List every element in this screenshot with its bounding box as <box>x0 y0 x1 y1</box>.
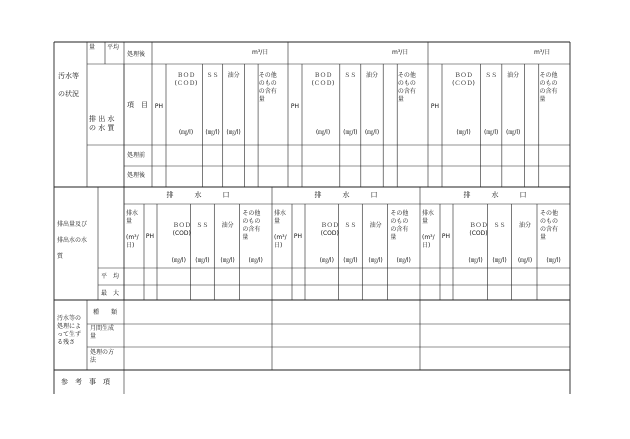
outlet-header-3: 排 水 口 <box>463 191 527 199</box>
mid-ss-header-2: ＳＳ <box>344 222 357 229</box>
mid-mg-b-3: (㎎/l) <box>492 257 507 264</box>
volume-label: 量 <box>89 44 96 51</box>
after-treatment-volume-label: 処理後 <box>127 51 146 58</box>
mid-oil-header-1: 油分 <box>221 222 234 229</box>
mid-ss-header-1: ＳＳ <box>196 222 209 229</box>
outlet-header-1: 排 水 口 <box>166 191 230 199</box>
mid-mg-a-2: (㎎/l) <box>319 257 334 264</box>
mid-bod-header-2: ＢＯＤ (COD) <box>320 222 339 237</box>
mid-mg-c-1: (㎎/l) <box>220 257 235 264</box>
discharge-section-label: 排出量及び 排出水の水 質 <box>57 221 88 260</box>
bod-header-2: ＢＯＤ (ＣＯＤ) <box>311 72 335 87</box>
mg-unit-b-2: (㎎/l) <box>343 129 358 136</box>
ph-header-1: PH <box>154 103 164 110</box>
bod-header-3: ＢＯＤ (ＣＯＤ) <box>452 72 475 87</box>
oil-header-3: 油分 <box>507 72 520 79</box>
ph-header-3: PH <box>430 103 440 110</box>
mid-other-header-3: その他 のもの の含有 量 <box>540 210 559 241</box>
mid-mg-c-3: (㎎/l) <box>517 257 533 264</box>
discharge-volume-header-1: 排水 量 (m³/ 日) <box>126 210 139 249</box>
mid-other-header-2: その他 のもの の含有 量 <box>390 210 409 241</box>
unit-volume-2: m³/日 <box>392 49 409 56</box>
mid-oil-header-2: 油分 <box>369 222 382 229</box>
residue-section-label: 汚水等の 処理によ って生ず る残さ <box>57 315 82 346</box>
residue-disposal-label: 処理の方 法 <box>90 349 115 364</box>
mg-unit-a-3: (㎎/l) <box>456 129 471 136</box>
ss-header-2: ＳＳ <box>344 72 357 79</box>
mid-bod-header-1: ＢＯＤ (COD) <box>172 222 191 237</box>
ss-header-1: ＳＳ <box>206 72 219 79</box>
mid-mg-a-3: (㎎/l) <box>468 257 483 264</box>
mid-mg-c-2: (㎎/l) <box>368 257 383 264</box>
oil-header-2: 油分 <box>365 72 378 79</box>
effluent-quality-label: 排 出 水 の 水 質 <box>89 115 115 132</box>
unit-volume-1: m³/日 <box>252 49 269 56</box>
mid-mg-d-2: (㎎/l) <box>396 257 411 264</box>
row-average: 平 均 <box>101 273 120 280</box>
mg-unit-b-1: (㎎/l) <box>205 129 220 136</box>
mg-unit-a-1: (㎎/l) <box>178 129 194 136</box>
oil-header-1: 油分 <box>227 72 240 79</box>
mid-mg-d-1: (㎎/l) <box>248 257 263 264</box>
mid-oil-header-3: 油分 <box>518 222 531 229</box>
other-header-2: その他 のもの の含有 量 <box>397 72 416 103</box>
row-before-treatment: 処理前 <box>127 152 146 159</box>
item-label: 項 目 <box>127 101 148 109</box>
pollution-status-label: 汚水等 の状況 <box>58 72 79 98</box>
mid-ph-header-2: PH <box>293 233 303 240</box>
mid-ss-header-3: ＳＳ <box>493 222 506 229</box>
mid-other-header-1: その他 のもの の含有 量 <box>242 210 261 241</box>
remarks-label: 参 考 事 項 <box>61 378 110 386</box>
mg-unit-c-2: (㎎/l) <box>364 129 380 136</box>
discharge-volume-header-2: 排水 量 (m³/ 日) <box>274 210 287 249</box>
unit-volume-3: m³/日 <box>534 49 551 56</box>
mid-mg-a-1: (㎎/l) <box>171 257 186 264</box>
bod-header-1: ＢＯＤ (ＣＯＤ) <box>174 72 198 87</box>
other-header-3: その他 のもの の含有 量 <box>539 72 558 103</box>
residue-type-label: 種 類 <box>93 309 118 316</box>
outlet-header-2: 排 水 口 <box>314 191 378 199</box>
other-header-1: その他 のもの の含有 量 <box>258 72 277 103</box>
residue-generation-label: 月間生成 量 <box>90 325 115 340</box>
ph-header-2: PH <box>290 103 300 110</box>
average-label: 平均 <box>107 44 120 51</box>
ss-header-3: ＳＳ <box>485 72 498 79</box>
row-max: 最 大 <box>101 290 120 297</box>
row-after-treatment: 処理後 <box>127 172 146 179</box>
mid-ph-header-3: PH <box>441 233 451 240</box>
mid-bod-header-3: ＢＯＤ (COD) <box>469 222 488 237</box>
mg-unit-c-1: (㎎/l) <box>226 129 241 136</box>
mid-ph-header-1: PH <box>145 233 155 240</box>
mg-unit-b-3: (㎎/l) <box>484 129 499 136</box>
mid-mg-d-3: (㎎/l) <box>546 257 561 264</box>
discharge-volume-header-3: 排水 量 (m³/ 日) <box>422 210 435 249</box>
mid-mg-b-1: (㎎/l) <box>195 257 210 264</box>
mg-unit-a-2: (㎎/l) <box>315 129 331 136</box>
mg-unit-c-3: (㎎/l) <box>506 129 521 136</box>
mid-mg-b-2: (㎎/l) <box>343 257 358 264</box>
